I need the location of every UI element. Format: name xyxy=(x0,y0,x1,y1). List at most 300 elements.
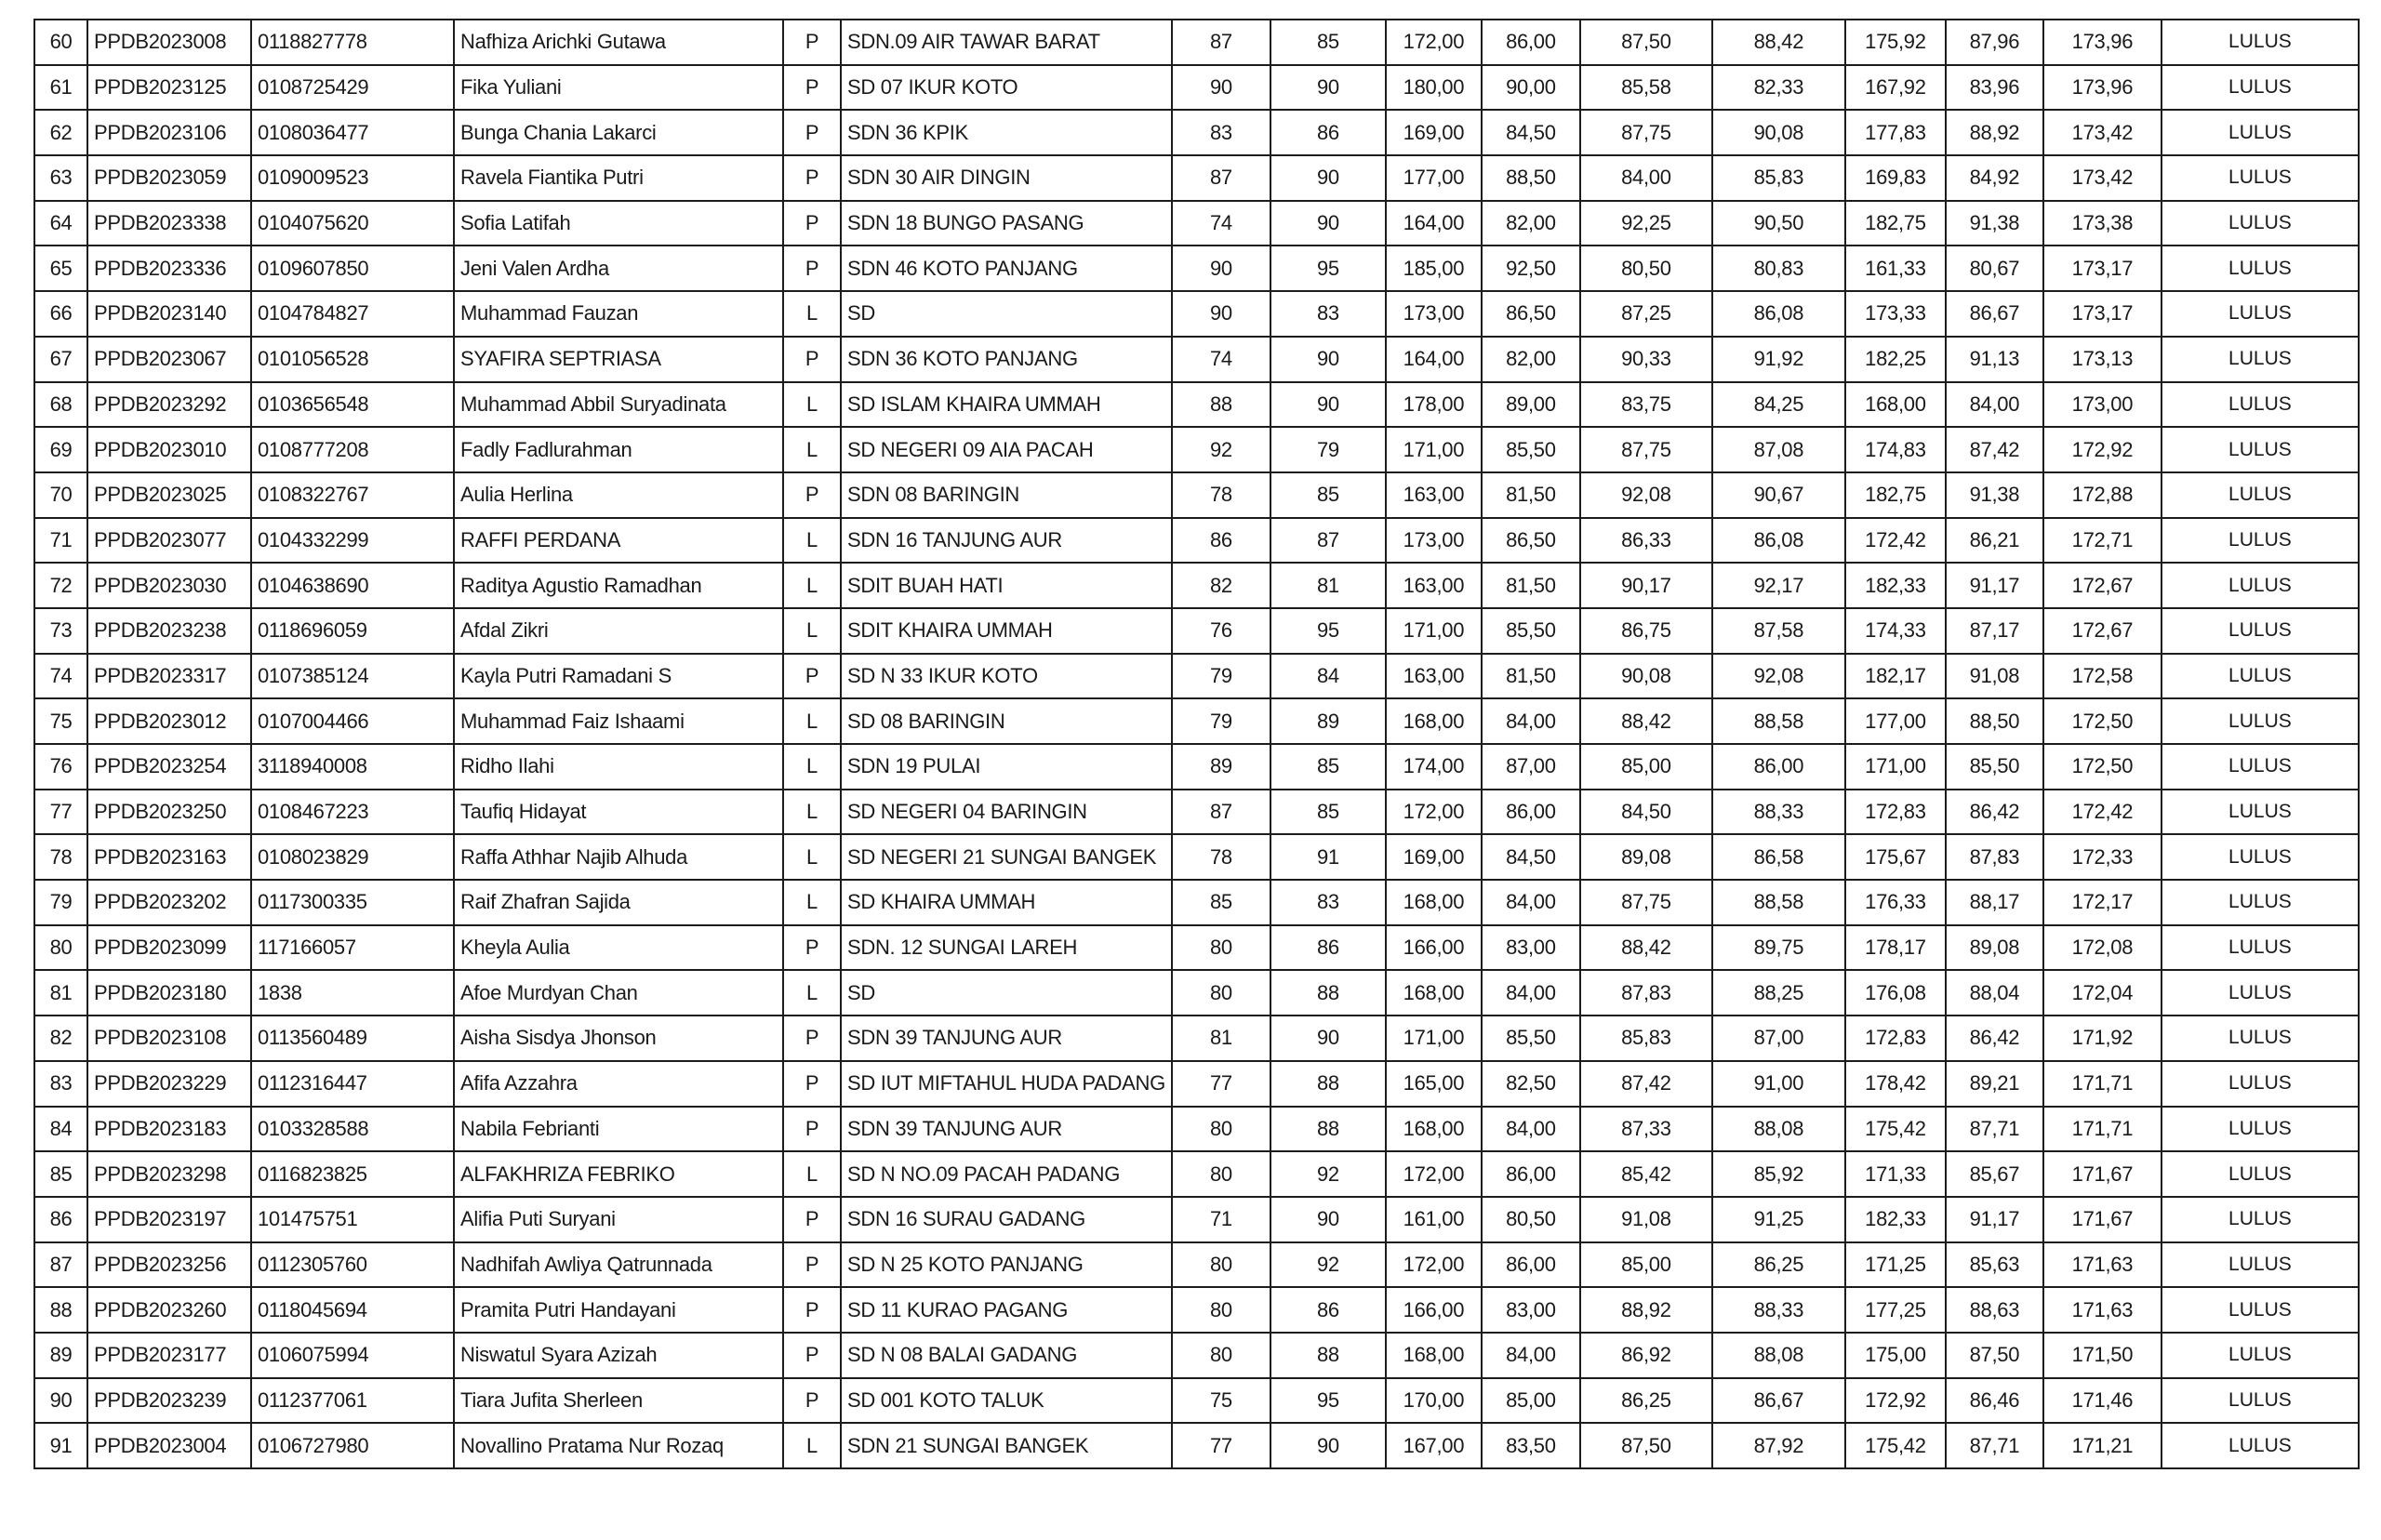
score-sum-2-cell: 168,00 xyxy=(1845,382,1946,428)
score-3-cell: 83,75 xyxy=(1580,382,1712,428)
row-number-cell: 60 xyxy=(34,20,87,65)
score-sum-1-cell: 167,00 xyxy=(1386,1423,1482,1468)
origin-school-cell: SD N 33 IKUR KOTO xyxy=(841,654,1172,699)
score-sum-2-cell: 175,42 xyxy=(1845,1107,1946,1152)
row-number-cell: 64 xyxy=(34,201,87,246)
table-row xyxy=(34,201,2359,246)
gender-cell: L xyxy=(783,744,841,790)
score-avg-2-cell: 84,00 xyxy=(1946,382,2043,428)
table-row xyxy=(34,1061,2359,1107)
nisn-cell: 0108777208 xyxy=(251,427,454,472)
nisn-cell: 0109009523 xyxy=(251,155,454,201)
status-label-cell: LULUS xyxy=(2162,110,2359,155)
row-number-cell: 91 xyxy=(34,1423,87,1468)
score-1-cell: 92 xyxy=(1172,427,1270,472)
score-avg-1-cell: 86,00 xyxy=(1482,20,1580,65)
score-4-cell: 84,25 xyxy=(1712,382,1845,428)
gender-cell: L xyxy=(783,1151,841,1197)
score-sum-1-cell: 180,00 xyxy=(1386,65,1482,111)
registration-number-cell: PPDB2023140 xyxy=(87,291,251,337)
score-2-cell: 90 xyxy=(1270,1423,1386,1468)
nisn-cell: 0112316447 xyxy=(251,1061,454,1107)
status-label-cell: LULUS xyxy=(2162,880,2359,925)
score-avg-1-cell: 82,00 xyxy=(1482,201,1580,246)
score-2-cell: 88 xyxy=(1270,1333,1386,1378)
row-number-cell: 62 xyxy=(34,110,87,155)
score-sum-2-cell: 172,83 xyxy=(1845,790,1946,835)
status-label-cell: LULUS xyxy=(2162,201,2359,246)
row-number-cell: 67 xyxy=(34,337,87,382)
student-name-cell: Raif Zhafran Sajida xyxy=(454,880,783,925)
row-number-cell: 83 xyxy=(34,1061,87,1107)
status-label-cell: LULUS xyxy=(2162,518,2359,564)
score-avg-1-cell: 80,50 xyxy=(1482,1197,1580,1242)
score-1-cell: 75 xyxy=(1172,1378,1270,1424)
table-row xyxy=(34,608,2359,654)
score-2-cell: 90 xyxy=(1270,1016,1386,1061)
score-1-cell: 80 xyxy=(1172,925,1270,971)
registration-number-cell: PPDB2023106 xyxy=(87,110,251,155)
score-1-cell: 89 xyxy=(1172,744,1270,790)
score-sum-1-cell: 171,00 xyxy=(1386,427,1482,472)
score-sum-2-cell: 169,83 xyxy=(1845,155,1946,201)
score-sum-1-cell: 166,00 xyxy=(1386,925,1482,971)
final-score-cell: 171,92 xyxy=(2043,1016,2162,1061)
score-2-cell: 79 xyxy=(1270,427,1386,472)
origin-school-cell: SDN 36 KPIK xyxy=(841,110,1172,155)
final-score-cell: 172,50 xyxy=(2043,698,2162,744)
nisn-cell: 0108725429 xyxy=(251,65,454,111)
gender-cell: L xyxy=(783,608,841,654)
score-1-cell: 80 xyxy=(1172,1287,1270,1333)
score-sum-1-cell: 171,00 xyxy=(1386,1016,1482,1061)
nisn-cell: 101475751 xyxy=(251,1197,454,1242)
score-sum-2-cell: 176,08 xyxy=(1845,970,1946,1016)
gender-cell: P xyxy=(783,1016,841,1061)
status-label-cell: LULUS xyxy=(2162,1197,2359,1242)
score-avg-1-cell: 89,00 xyxy=(1482,382,1580,428)
score-avg-1-cell: 85,00 xyxy=(1482,1378,1580,1424)
score-3-cell: 90,08 xyxy=(1580,654,1712,699)
student-name-cell: Kheyla Aulia xyxy=(454,925,783,971)
origin-school-cell: SDN 30 AIR DINGIN xyxy=(841,155,1172,201)
score-avg-1-cell: 83,50 xyxy=(1482,1423,1580,1468)
score-1-cell: 80 xyxy=(1172,1151,1270,1197)
origin-school-cell: SD ISLAM KHAIRA UMMAH xyxy=(841,382,1172,428)
score-1-cell: 87 xyxy=(1172,20,1270,65)
score-3-cell: 85,83 xyxy=(1580,1016,1712,1061)
final-score-cell: 172,04 xyxy=(2043,970,2162,1016)
score-4-cell: 88,58 xyxy=(1712,880,1845,925)
nisn-cell: 0117300335 xyxy=(251,880,454,925)
score-sum-2-cell: 178,42 xyxy=(1845,1061,1946,1107)
score-4-cell: 88,58 xyxy=(1712,698,1845,744)
gender-cell: P xyxy=(783,1242,841,1288)
score-2-cell: 95 xyxy=(1270,1378,1386,1424)
status-label-cell: LULUS xyxy=(2162,427,2359,472)
score-sum-2-cell: 177,83 xyxy=(1845,110,1946,155)
gender-cell: P xyxy=(783,337,841,382)
nisn-cell: 0106075994 xyxy=(251,1333,454,1378)
nisn-cell: 0108023829 xyxy=(251,834,454,880)
nisn-cell: 0104332299 xyxy=(251,518,454,564)
table-row xyxy=(34,382,2359,428)
score-avg-1-cell: 90,00 xyxy=(1482,65,1580,111)
score-4-cell: 87,08 xyxy=(1712,427,1845,472)
score-avg-1-cell: 86,00 xyxy=(1482,1151,1580,1197)
registration-number-cell: PPDB2023338 xyxy=(87,201,251,246)
score-4-cell: 88,08 xyxy=(1712,1107,1845,1152)
gender-cell: L xyxy=(783,698,841,744)
nisn-cell: 0108322767 xyxy=(251,472,454,518)
row-number-cell: 69 xyxy=(34,427,87,472)
score-avg-2-cell: 86,67 xyxy=(1946,291,2043,337)
score-2-cell: 84 xyxy=(1270,654,1386,699)
final-score-cell: 173,00 xyxy=(2043,382,2162,428)
origin-school-cell: SDN 19 PULAI xyxy=(841,744,1172,790)
score-avg-1-cell: 81,50 xyxy=(1482,472,1580,518)
student-name-cell: Raffa Athhar Najib Alhuda xyxy=(454,834,783,880)
score-sum-1-cell: 172,00 xyxy=(1386,1151,1482,1197)
final-score-cell: 171,46 xyxy=(2043,1378,2162,1424)
score-avg-2-cell: 88,63 xyxy=(1946,1287,2043,1333)
score-1-cell: 80 xyxy=(1172,1333,1270,1378)
final-score-cell: 172,33 xyxy=(2043,834,2162,880)
student-name-cell: Kayla Putri Ramadani S xyxy=(454,654,783,699)
row-number-cell: 87 xyxy=(34,1242,87,1288)
table-body xyxy=(34,20,2359,1468)
score-1-cell: 90 xyxy=(1172,246,1270,291)
score-sum-2-cell: 175,67 xyxy=(1845,834,1946,880)
student-name-cell: Novallino Pratama Nur Rozaq xyxy=(454,1423,783,1468)
student-name-cell: Nafhiza Arichki Gutawa xyxy=(454,20,783,65)
score-1-cell: 88 xyxy=(1172,382,1270,428)
registration-number-cell: PPDB2023077 xyxy=(87,518,251,564)
score-1-cell: 81 xyxy=(1172,1016,1270,1061)
score-avg-1-cell: 86,50 xyxy=(1482,518,1580,564)
score-avg-2-cell: 85,67 xyxy=(1946,1151,2043,1197)
table-row xyxy=(34,291,2359,337)
final-score-cell: 171,67 xyxy=(2043,1197,2162,1242)
gender-cell: L xyxy=(783,970,841,1016)
nisn-cell: 0116823825 xyxy=(251,1151,454,1197)
status-label-cell: LULUS xyxy=(2162,1423,2359,1468)
score-sum-2-cell: 177,25 xyxy=(1845,1287,1946,1333)
score-3-cell: 90,33 xyxy=(1580,337,1712,382)
score-avg-1-cell: 83,00 xyxy=(1482,1287,1580,1333)
registration-number-cell: PPDB2023202 xyxy=(87,880,251,925)
score-1-cell: 74 xyxy=(1172,337,1270,382)
score-2-cell: 90 xyxy=(1270,1197,1386,1242)
table-row xyxy=(34,472,2359,518)
registration-number-cell: PPDB2023163 xyxy=(87,834,251,880)
score-sum-2-cell: 172,42 xyxy=(1845,518,1946,564)
nisn-cell: 1838 xyxy=(251,970,454,1016)
student-name-cell: RAFFI PERDANA xyxy=(454,518,783,564)
student-name-cell: Ridho Ilahi xyxy=(454,744,783,790)
nisn-cell: 0103328588 xyxy=(251,1107,454,1152)
score-avg-1-cell: 85,50 xyxy=(1482,608,1580,654)
student-name-cell: Niswatul Syara Azizah xyxy=(454,1333,783,1378)
table-row xyxy=(34,790,2359,835)
student-name-cell: Bunga Chania Lakarci xyxy=(454,110,783,155)
score-3-cell: 87,25 xyxy=(1580,291,1712,337)
score-2-cell: 85 xyxy=(1270,790,1386,835)
row-number-cell: 81 xyxy=(34,970,87,1016)
registration-number-cell: PPDB2023256 xyxy=(87,1242,251,1288)
score-3-cell: 85,00 xyxy=(1580,1242,1712,1288)
row-number-cell: 88 xyxy=(34,1287,87,1333)
origin-school-cell: SDN 39 TANJUNG AUR xyxy=(841,1016,1172,1061)
status-label-cell: LULUS xyxy=(2162,1333,2359,1378)
student-name-cell: Muhammad Abbil Suryadinata xyxy=(454,382,783,428)
registration-number-cell: PPDB2023260 xyxy=(87,1287,251,1333)
final-score-cell: 172,58 xyxy=(2043,654,2162,699)
origin-school-cell: SDN 36 KOTO PANJANG xyxy=(841,337,1172,382)
nisn-cell: 0109607850 xyxy=(251,246,454,291)
score-1-cell: 79 xyxy=(1172,698,1270,744)
status-label-cell: LULUS xyxy=(2162,1287,2359,1333)
score-avg-2-cell: 88,17 xyxy=(1946,880,2043,925)
score-3-cell: 87,75 xyxy=(1580,880,1712,925)
student-name-cell: Aulia Herlina xyxy=(454,472,783,518)
score-avg-1-cell: 86,00 xyxy=(1482,790,1580,835)
score-sum-2-cell: 171,33 xyxy=(1845,1151,1946,1197)
score-3-cell: 85,00 xyxy=(1580,744,1712,790)
nisn-cell: 0104638690 xyxy=(251,563,454,608)
final-score-cell: 172,67 xyxy=(2043,563,2162,608)
gender-cell: L xyxy=(783,291,841,337)
status-label-cell: LULUS xyxy=(2162,1151,2359,1197)
final-score-cell: 173,38 xyxy=(2043,201,2162,246)
score-3-cell: 87,50 xyxy=(1580,1423,1712,1468)
registration-number-cell: PPDB2023030 xyxy=(87,563,251,608)
score-3-cell: 86,75 xyxy=(1580,608,1712,654)
student-name-cell: Ravela Fiantika Putri xyxy=(454,155,783,201)
score-4-cell: 80,83 xyxy=(1712,246,1845,291)
table-row xyxy=(34,1242,2359,1288)
final-score-cell: 171,71 xyxy=(2043,1061,2162,1107)
nisn-cell: 0101056528 xyxy=(251,337,454,382)
score-1-cell: 78 xyxy=(1172,472,1270,518)
origin-school-cell: SD 08 BARINGIN xyxy=(841,698,1172,744)
score-avg-2-cell: 80,67 xyxy=(1946,246,2043,291)
status-label-cell: LULUS xyxy=(2162,1061,2359,1107)
table-row xyxy=(34,925,2359,971)
registration-number-cell: PPDB2023197 xyxy=(87,1197,251,1242)
score-avg-2-cell: 86,42 xyxy=(1946,1016,2043,1061)
score-avg-2-cell: 87,83 xyxy=(1946,834,2043,880)
table-row xyxy=(34,65,2359,111)
gender-cell: P xyxy=(783,1107,841,1152)
final-score-cell: 173,96 xyxy=(2043,65,2162,111)
score-avg-2-cell: 91,17 xyxy=(1946,563,2043,608)
score-4-cell: 88,33 xyxy=(1712,1287,1845,1333)
score-4-cell: 85,83 xyxy=(1712,155,1845,201)
score-avg-2-cell: 87,96 xyxy=(1946,20,2043,65)
score-2-cell: 90 xyxy=(1270,155,1386,201)
score-sum-2-cell: 177,00 xyxy=(1845,698,1946,744)
student-name-cell: Alifia Puti Suryani xyxy=(454,1197,783,1242)
student-name-cell: Afdal Zikri xyxy=(454,608,783,654)
score-2-cell: 83 xyxy=(1270,291,1386,337)
gender-cell: P xyxy=(783,925,841,971)
score-avg-2-cell: 87,50 xyxy=(1946,1333,2043,1378)
registration-number-cell: PPDB2023099 xyxy=(87,925,251,971)
score-sum-2-cell: 175,00 xyxy=(1845,1333,1946,1378)
nisn-cell: 0108467223 xyxy=(251,790,454,835)
origin-school-cell: SD NEGERI 04 BARINGIN xyxy=(841,790,1172,835)
score-4-cell: 90,08 xyxy=(1712,110,1845,155)
score-avg-1-cell: 84,00 xyxy=(1482,880,1580,925)
registration-number-cell: PPDB2023317 xyxy=(87,654,251,699)
score-3-cell: 87,33 xyxy=(1580,1107,1712,1152)
final-score-cell: 173,13 xyxy=(2043,337,2162,382)
origin-school-cell: SDIT KHAIRA UMMAH xyxy=(841,608,1172,654)
student-name-cell: Jeni Valen Ardha xyxy=(454,246,783,291)
score-sum-2-cell: 178,17 xyxy=(1845,925,1946,971)
table-row xyxy=(34,970,2359,1016)
status-label-cell: LULUS xyxy=(2162,654,2359,699)
score-1-cell: 74 xyxy=(1172,201,1270,246)
origin-school-cell: SDN 39 TANJUNG AUR xyxy=(841,1107,1172,1152)
final-score-cell: 172,42 xyxy=(2043,790,2162,835)
origin-school-cell: SD NEGERI 09 AIA PACAH xyxy=(841,427,1172,472)
table-row xyxy=(34,880,2359,925)
status-label-cell: LULUS xyxy=(2162,337,2359,382)
score-avg-1-cell: 84,00 xyxy=(1482,1333,1580,1378)
score-avg-1-cell: 84,50 xyxy=(1482,834,1580,880)
status-label-cell: LULUS xyxy=(2162,1107,2359,1152)
score-sum-1-cell: 170,00 xyxy=(1386,1378,1482,1424)
row-number-cell: 73 xyxy=(34,608,87,654)
score-4-cell: 87,92 xyxy=(1712,1423,1845,1468)
table-row xyxy=(34,1151,2359,1197)
gender-cell: P xyxy=(783,654,841,699)
status-label-cell: LULUS xyxy=(2162,1378,2359,1424)
score-3-cell: 85,58 xyxy=(1580,65,1712,111)
registration-number-cell: PPDB2023298 xyxy=(87,1151,251,1197)
score-avg-2-cell: 88,04 xyxy=(1946,970,2043,1016)
gender-cell: L xyxy=(783,563,841,608)
score-4-cell: 86,58 xyxy=(1712,834,1845,880)
gender-cell: L xyxy=(783,518,841,564)
row-number-cell: 70 xyxy=(34,472,87,518)
row-number-cell: 77 xyxy=(34,790,87,835)
score-3-cell: 84,50 xyxy=(1580,790,1712,835)
gender-cell: P xyxy=(783,1197,841,1242)
nisn-cell: 0104784827 xyxy=(251,291,454,337)
registration-number-cell: PPDB2023336 xyxy=(87,246,251,291)
origin-school-cell: SDN 21 SUNGAI BANGEK xyxy=(841,1423,1172,1468)
score-avg-1-cell: 83,00 xyxy=(1482,925,1580,971)
final-score-cell: 172,71 xyxy=(2043,518,2162,564)
final-score-cell: 173,42 xyxy=(2043,155,2162,201)
gender-cell: P xyxy=(783,472,841,518)
score-avg-1-cell: 82,00 xyxy=(1482,337,1580,382)
origin-school-cell: SDN 16 SURAU GADANG xyxy=(841,1197,1172,1242)
score-3-cell: 91,08 xyxy=(1580,1197,1712,1242)
score-sum-2-cell: 182,75 xyxy=(1845,201,1946,246)
score-avg-1-cell: 82,50 xyxy=(1482,1061,1580,1107)
row-number-cell: 71 xyxy=(34,518,87,564)
score-avg-1-cell: 85,50 xyxy=(1482,1016,1580,1061)
score-sum-1-cell: 168,00 xyxy=(1386,970,1482,1016)
origin-school-cell: SD KHAIRA UMMAH xyxy=(841,880,1172,925)
registration-number-cell: PPDB2023183 xyxy=(87,1107,251,1152)
score-4-cell: 90,50 xyxy=(1712,201,1845,246)
score-sum-2-cell: 175,92 xyxy=(1845,20,1946,65)
score-4-cell: 89,75 xyxy=(1712,925,1845,971)
student-name-cell: SYAFIRA SEPTRIASA xyxy=(454,337,783,382)
score-sum-2-cell: 171,25 xyxy=(1845,1242,1946,1288)
score-avg-2-cell: 87,42 xyxy=(1946,427,2043,472)
student-name-cell: ALFAKHRIZA FEBRIKO xyxy=(454,1151,783,1197)
score-4-cell: 82,33 xyxy=(1712,65,1845,111)
score-2-cell: 91 xyxy=(1270,834,1386,880)
score-2-cell: 92 xyxy=(1270,1151,1386,1197)
nisn-cell: 0103656548 xyxy=(251,382,454,428)
nisn-cell: 0112305760 xyxy=(251,1242,454,1288)
registration-number-cell: PPDB2023059 xyxy=(87,155,251,201)
score-1-cell: 80 xyxy=(1172,1107,1270,1152)
score-2-cell: 86 xyxy=(1270,925,1386,971)
score-1-cell: 82 xyxy=(1172,563,1270,608)
score-sum-1-cell: 166,00 xyxy=(1386,1287,1482,1333)
score-avg-2-cell: 91,38 xyxy=(1946,201,2043,246)
row-number-cell: 78 xyxy=(34,834,87,880)
score-4-cell: 86,08 xyxy=(1712,291,1845,337)
score-avg-1-cell: 81,50 xyxy=(1482,654,1580,699)
score-2-cell: 85 xyxy=(1270,20,1386,65)
registration-number-cell: PPDB2023108 xyxy=(87,1016,251,1061)
score-sum-2-cell: 176,33 xyxy=(1845,880,1946,925)
score-avg-2-cell: 87,17 xyxy=(1946,608,2043,654)
score-sum-2-cell: 172,92 xyxy=(1845,1378,1946,1424)
nisn-cell: 0106727980 xyxy=(251,1423,454,1468)
status-label-cell: LULUS xyxy=(2162,382,2359,428)
score-sum-2-cell: 182,33 xyxy=(1845,1197,1946,1242)
status-label-cell: LULUS xyxy=(2162,20,2359,65)
registration-number-cell: PPDB2023125 xyxy=(87,65,251,111)
score-1-cell: 77 xyxy=(1172,1061,1270,1107)
score-sum-1-cell: 185,00 xyxy=(1386,246,1482,291)
final-score-cell: 173,17 xyxy=(2043,246,2162,291)
score-4-cell: 87,58 xyxy=(1712,608,1845,654)
score-avg-1-cell: 92,50 xyxy=(1482,246,1580,291)
score-2-cell: 83 xyxy=(1270,880,1386,925)
status-label-cell: LULUS xyxy=(2162,65,2359,111)
score-avg-1-cell: 88,50 xyxy=(1482,155,1580,201)
student-name-cell: Raditya Agustio Ramadhan xyxy=(454,563,783,608)
status-label-cell: LULUS xyxy=(2162,1242,2359,1288)
score-2-cell: 88 xyxy=(1270,970,1386,1016)
row-number-cell: 68 xyxy=(34,382,87,428)
origin-school-cell: SD N 08 BALAI GADANG xyxy=(841,1333,1172,1378)
table-row xyxy=(34,1287,2359,1333)
final-score-cell: 172,17 xyxy=(2043,880,2162,925)
nisn-cell: 3118940008 xyxy=(251,744,454,790)
gender-cell: L xyxy=(783,1423,841,1468)
score-2-cell: 90 xyxy=(1270,337,1386,382)
nisn-cell: 0107385124 xyxy=(251,654,454,699)
nisn-cell: 0107004466 xyxy=(251,698,454,744)
score-1-cell: 71 xyxy=(1172,1197,1270,1242)
row-number-cell: 76 xyxy=(34,744,87,790)
score-3-cell: 84,00 xyxy=(1580,155,1712,201)
score-1-cell: 87 xyxy=(1172,790,1270,835)
row-number-cell: 82 xyxy=(34,1016,87,1061)
